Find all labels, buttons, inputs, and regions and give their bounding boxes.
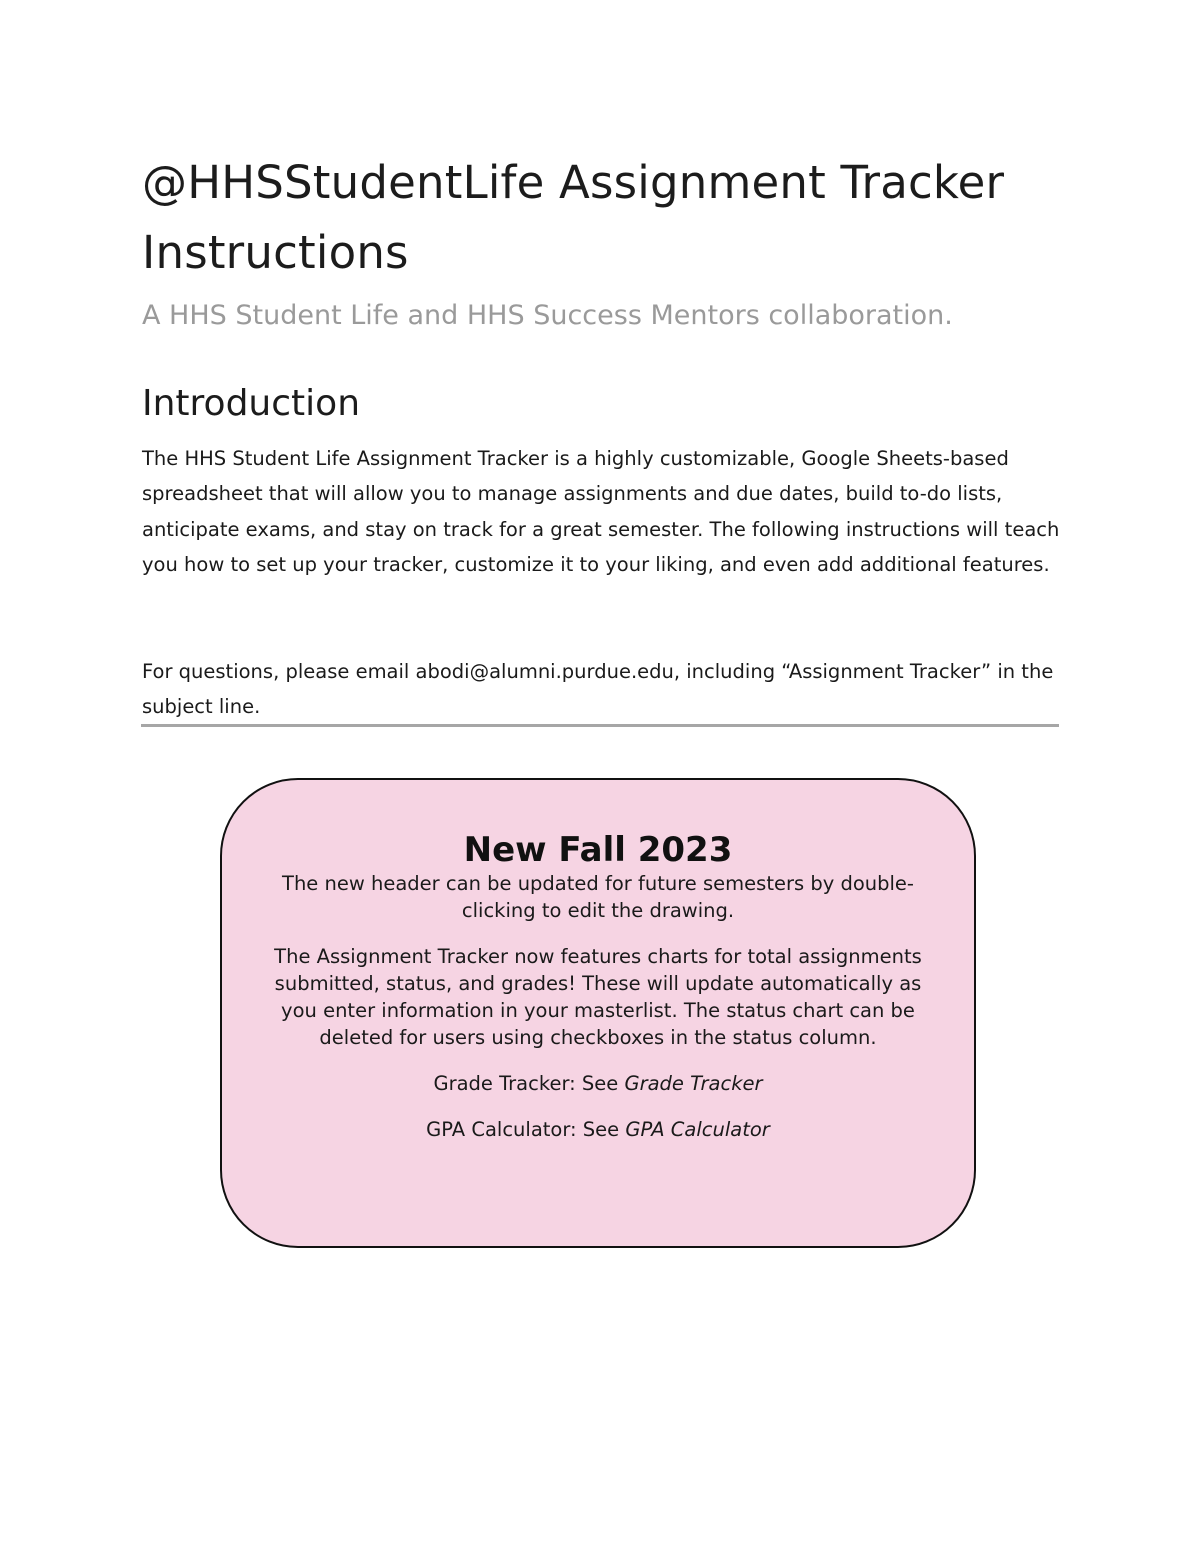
grade-tracker-label: Grade Tracker: See <box>433 1072 625 1095</box>
callout-header-note: The new header can be updated for future semesters by double-clicking to edit the drawing. <box>282 872 914 922</box>
contact-paragraph: For questions, please email abodi@alumni.purdue.edu, including “Assignment Tracker” in the subject line. <box>142 660 1054 719</box>
introduction-heading: Introduction <box>142 383 361 424</box>
gpa-calculator-reference: GPA Calculator <box>625 1118 770 1141</box>
document-title: @HHSStudentLife Assignment Tracker Instructions <box>142 156 1005 279</box>
new-features-callout <box>220 778 976 1248</box>
section-divider <box>141 724 1059 727</box>
grade-tracker-line <box>258 1070 938 1097</box>
document-subtitle: A HHS Student Life and HHS Success Mentors collaboration. <box>142 300 953 331</box>
grade-tracker-reference: Grade Tracker <box>624 1072 763 1095</box>
gpa-calculator-line <box>258 1116 938 1143</box>
callout-title: New Fall 2023 <box>463 830 733 870</box>
gpa-calculator-label: GPA Calculator: See <box>426 1118 626 1141</box>
callout-charts-note: The Assignment Tracker now features charts for total assignments submitted, status, and grades! These will update automatically as you enter information in your masterlist. The status chart can be deleted for users using checkboxes in the status column. <box>274 945 922 1049</box>
introduction-body: The HHS Student Life Assignment Tracker is a highly customizable, Google Sheets-based spreadsheet that will allow you to manage assignments and due dates, build to-do lists, anticipate exams, and stay on track for a great semester. The following instructions will teach you how to set up your tracker, customize it to your liking, and even add additional features. <box>142 447 1060 576</box>
